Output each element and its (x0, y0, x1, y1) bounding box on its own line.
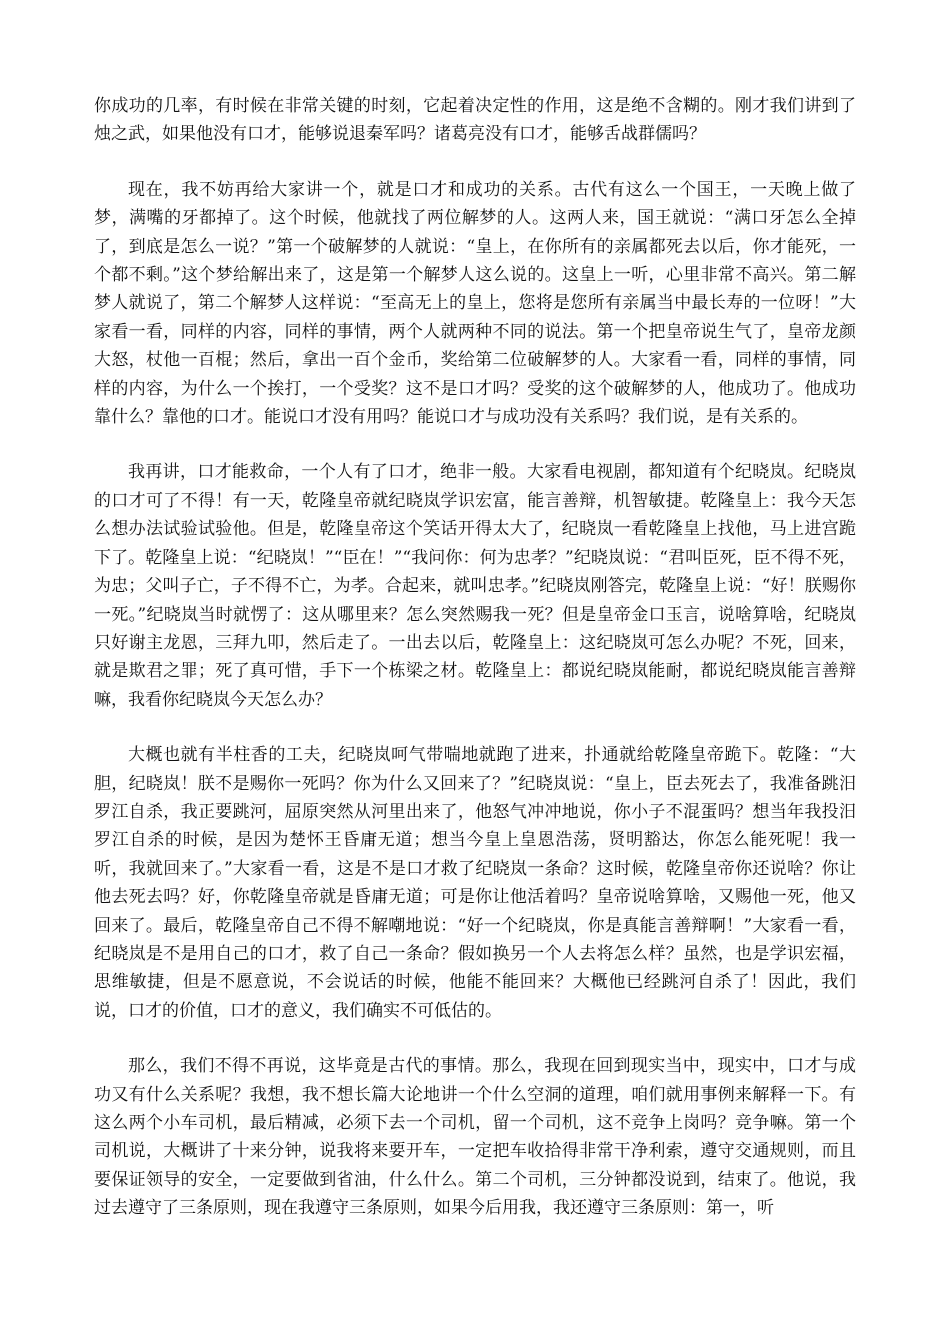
paragraph-4: 大概也就有半柱香的工夫，纪晓岚呵气带喘地就跑了进来，扑通就给乾隆皇帝跪下。乾隆：“大胆，纪晓岚！朕不是赐你一死吗？你为什么又回来了？”纪晓岚说：“皇上，臣去死去了，我准备跳汨罗江自杀，我正要跳河，屈原突然从河里出来了，他怒气冲冲地说，你小子不混蛋吗？想当年我投汨罗江自杀的时候，是因为楚怀王昏庸无道；想当今皇上皇恩浩荡，贤明豁达，你怎么能死呢！我一听，我就回来了。”大家看一看，这是不是口才救了纪晓岚一条命？这时候，乾隆皇帝你还说啥？你让他去死去吗？好，你乾隆皇帝就是昏庸无道；可是你让他活着吗？皇帝说啥算啥，又赐他一死，他又回来了。最后，乾隆皇帝自己不得不解嘲地说：“好一个纪晓岚，你是真能言善辩啊！”大家看一看，纪晓岚是不是用自己的口才，救了自己一条命？假如换另一个人去将怎么样？虽然，也是学识宏福，思维敏捷，但是不愿意说，不会说话的时候，他能不能回来？大概他已经跳河自杀了！因此，我们说，口才的价值，口才的意义，我们确实不可低估的。 (94, 745, 856, 1021)
paragraph-1: 你成功的几率，有时候在非常关键的时刻，它起着决定性的作用，这是绝不含糊的。刚才我们讲到了烛之武，如果他没有口才，能够说退秦军吗？诸葛亮没有口才，能够舌战群儒吗？ (94, 96, 856, 145)
paragraph-3: 我再讲，口才能救命，一个人有了口才，绝非一般。大家看电视剧，都知道有个纪晓岚。纪晓岚的口才可了不得！有一天，乾隆皇帝就纪晓岚学识宏富，能言善辩，机智敏捷。乾隆皇上：我今天怎么想办法试验试验他。但是，乾隆皇帝这个笑话开得太大了，纪晓岚一看乾隆皇上找他，马上进宫跪下了。乾隆皇上说：“纪晓岚！”“臣在！”“我问你：何为忠孝？”纪晓岚说：“君叫臣死，臣不得不死，为忠；父叫子亡，子不得不亡，为孝。合起来，就叫忠孝。”纪晓岚刚答完，乾隆皇上说：“好！朕赐你一死。”纪晓岚当时就愣了：这从哪里来？怎么突然赐我一死？但是皇帝金口玉言，说啥算啥，纪晓岚只好谢主龙恩，三拜九叩，然后走了。一出去以后，乾隆皇上：这纪晓岚可怎么办呢？不死，回来，就是欺君之罪；死了真可惜，手下一个栋梁之材。乾隆皇上：都说纪晓岚能耐，都说纪晓岚能言善辩嘛，我看你纪晓岚今天怎么办？ (94, 462, 856, 710)
paragraph-5: 那么，我们不得不再说，这毕竟是古代的事情。那么，我现在回到现实当中，现实中，口才与成功又有什么关系呢？我想，我不想长篇大论地讲一个什么空洞的道理，咱们就用事例来解释一下。有这么两个小车司机，最后精减，必须下去一个司机，留一个司机，这不竞争上岗吗？竞争嘛。第一个司机说，大概讲了十来分钟，说我将来要开车，一定把车收拾得非常干净利索，遵守交通规则，而且要保证领导的安全，一定要做到省油，什么什么。第二个司机，三分钟都没说到，结束了。他说，我过去遵守了三条原则，现在我遵守三条原则，如果今后用我，我还遵守三条原则：第一，听 (94, 1056, 856, 1219)
document-page (94, 92, 856, 1250)
paragraph-2: 现在，我不妨再给大家讲一个，就是口才和成功的关系。古代有这么一个国王，一天晚上做了梦，满嘴的牙都掉了。这个时候，他就找了两位解梦的人。这两人来，国王就说：“满口牙怎么全掉了，到底是怎么一说？”第一个破解梦的人就说：“皇上，在你所有的亲属都死去以后，你才能死，一个都不剩。”这个梦给解出来了，这是第一个解梦人这么说的。这皇上一听，心里非常不高兴。第二解梦人就说了，第二个解梦人这样说：“至高无上的皇上，您将是您所有亲属当中最长寿的一位呀！”大家看一看，同样的内容，同样的事情，两个人就两种不同的说法。第一个把皇帝说生气了，皇帝龙颜大怒，杖他一百棍；然后，拿出一百个金币，奖给第二位破解梦的人。大家看一看，同样的事情，同样的内容，为什么一个挨打，一个受奖？这不是口才吗？受奖的这个破解梦的人，他成功了。他成功靠什么？靠他的口才。能说口才没有用吗？能说口才与成功没有关系吗？我们说，是有关系的。 (94, 179, 856, 428)
